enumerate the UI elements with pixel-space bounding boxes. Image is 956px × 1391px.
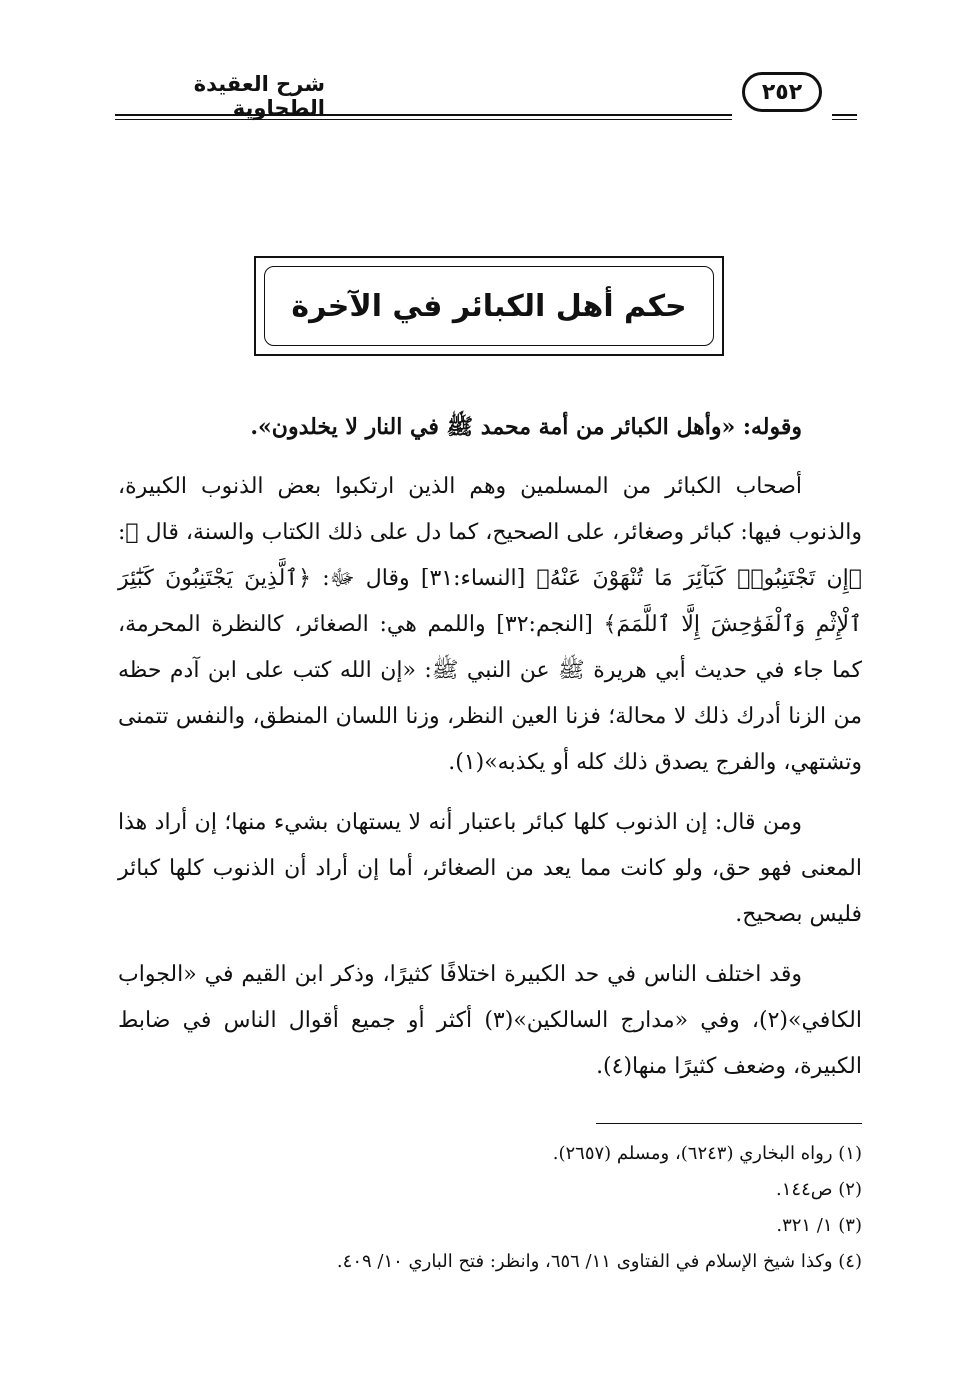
body-text (118, 404, 862, 1090)
footnotes (150, 1136, 862, 1280)
footnote-4: (٤) وكذا شيخ الإسلام في الفتاوى ١١/ ٦٥٦، وانظر: فتح الباري ١٠/ ٤٠٩. (336, 1251, 862, 1272)
paragraph-quote: وقوله: «وأهل الكبائر من أمة محمد ﷺ في النار لا يخلدون». (250, 414, 802, 440)
page-number: ٢٥٢ (742, 72, 822, 112)
chapter-title-frame (254, 256, 724, 356)
footnote-separator (596, 1123, 862, 1124)
paragraph-commentary: أصحاب الكبائر من المسلمين وهم الذين ارتكبوا بعض الذنوب الكبيرة، والذنوب فيها: كبائر وصغائر، على الصحيح، كما دل على ذلك الكتاب والسنة، قال ﷻ: ﴿إِن تَجْتَنِبُوا۟ كَبَآئِرَ مَا تُنْهَوْنَ عَنْهُ﴾ [النساء:٣١] وقال ﷻ: ﴿ٱلَّذِينَ يَجْتَنِبُونَ كَبَٰٓئِرَ ٱلْإِثْمِ وَٱلْفَوَٰحِشَ إِلَّا ٱللَّمَمَ﴾ [النجم:٣٢] واللمم هي: الصغائر، كالنظرة المحرمة، كما جاء في حديث أبي هريرة ﷺ عن النبي ﷺ: «إن الله كتب على ابن آدم حظه من الزنا أدرك ذلك لا محالة؛ فزنا العين النظر، وزنا اللسان المنطق، والنفس تتمنى وتشتهي، والفرج يصدق ذلك كله أو يكذبه»(١). (118, 474, 862, 775)
page-number-box (732, 70, 832, 120)
running-header-title: شرح العقيدة الطحاوية (193, 72, 325, 120)
paragraph-sins: ومن قال: إن الذنوب كلها كبائر باعتبار أنه لا يستهان بشيء منها؛ إن أراد هذا المعنى فهو حق، ولو كانت مما يعد من الصغائر، أما إن أراد أن الذنوب كلها كبائر فليس بصحيح. (118, 810, 862, 927)
paragraph-definition: وقد اختلف الناس في حد الكبيرة اختلافًا كثيرًا، وذكر ابن القيم في «الجواب الكافي»(٢)، وفي «مدارج السالكين»(٣) أكثر أو جميع أقوال الناس في ضابط الكبيرة، وضعف كثيرًا منها(٤). (118, 962, 862, 1079)
footnote-2: (٢) ص١٤٤. (776, 1179, 862, 1200)
footnote-3: (٣) ١/ ٣٢١. (776, 1215, 862, 1236)
footnote-1: (١) رواه البخاري (٦٢٤٣)، ومسلم (٢٦٥٧). (552, 1143, 862, 1164)
chapter-title: حكم أهل الكبائر في الآخرة (291, 288, 687, 324)
